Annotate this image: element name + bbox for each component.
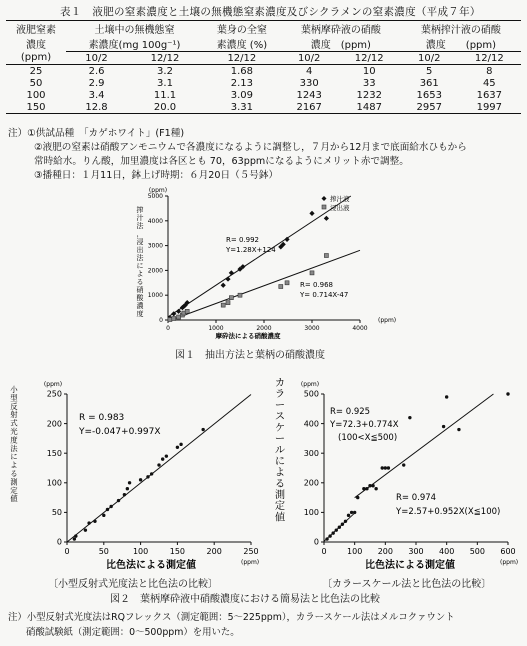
data-point — [229, 296, 233, 300]
table-cell: 8 — [486, 65, 493, 77]
table-cell: 25 — [29, 65, 43, 77]
y-tick-label: 150 — [46, 448, 62, 458]
x-unit: (ppm) — [241, 559, 260, 566]
col-header: 濃度 (ppm) — [401, 36, 521, 52]
data-point — [408, 416, 411, 419]
data-point — [457, 428, 460, 431]
data-point — [185, 309, 189, 313]
table-cell: 2.9 — [88, 77, 105, 89]
table-cell: 1653 — [416, 89, 442, 101]
data-point — [179, 443, 182, 446]
fig2-left-subcaption: 〔小型反射式光度法と比色法の比較〕 — [48, 579, 218, 590]
table-cell: 3.1 — [157, 77, 173, 89]
nitrogen-table — [6, 20, 521, 114]
data-point — [384, 466, 387, 469]
y-unit: (ppm) — [300, 381, 320, 388]
data-point — [310, 271, 314, 275]
col-header: (ppm) — [20, 52, 52, 64]
data-point — [221, 303, 225, 307]
table-cell: 1.68 — [230, 65, 253, 77]
fit-r-label: R= 0.974 — [396, 493, 437, 503]
data-point — [350, 511, 353, 514]
data-point — [442, 425, 445, 428]
fit-range: (100<X≦500) — [338, 433, 398, 443]
data-point — [123, 493, 126, 496]
x-tick-label: 250 — [243, 547, 259, 556]
data-point — [157, 463, 160, 466]
data-point — [176, 446, 179, 449]
data-point — [109, 505, 112, 508]
data-point — [87, 521, 90, 524]
table-title: 表１ 液肥の窒素濃度と土壌の無機態窒素濃度及びシクラメンの窒素濃度（平成７年） — [60, 6, 481, 18]
fit-r-label: R= 0.925 — [330, 407, 371, 417]
table-notes — [8, 127, 467, 183]
table-cell: 50 — [29, 77, 43, 89]
y-tick-label: 400 — [303, 419, 319, 429]
data-point — [353, 511, 356, 514]
data-point — [335, 528, 338, 531]
legend-label: 搾汁液 — [330, 195, 350, 203]
data-point — [229, 270, 234, 275]
fit-equation: Y= 0.714X-47 — [300, 291, 349, 299]
data-point — [324, 216, 329, 221]
x-tick-label: 2000 — [256, 325, 272, 332]
table-cell: 10 — [362, 65, 376, 77]
x-tick-label: 100 — [132, 547, 149, 556]
data-point — [356, 496, 359, 499]
table-cell: 20.0 — [153, 101, 177, 113]
sub-header: 12/12 — [474, 52, 504, 64]
sub-header: 12/12 — [227, 52, 257, 64]
col-header: 葉身の全窒 — [216, 25, 267, 36]
data-point — [106, 508, 109, 511]
legend-marker — [322, 205, 326, 209]
col-header: 素濃度 (%) — [203, 36, 281, 52]
sub-header: 10/2 — [297, 52, 321, 64]
fig1-chart — [120, 182, 397, 342]
data-point — [128, 481, 131, 484]
col-header: 濃度 — [26, 40, 46, 52]
y-tick-label: 3000 — [147, 242, 163, 250]
data-point — [338, 526, 341, 529]
data-point — [126, 487, 129, 490]
x-tick-label: 600 — [500, 547, 516, 556]
table-cell: 3.4 — [88, 89, 105, 101]
x-tick-label: 150 — [169, 547, 186, 556]
data-point — [146, 475, 149, 478]
table-row — [6, 101, 521, 114]
data-point — [150, 472, 153, 475]
footnote-line: 硝酸試験紙（測定範囲：0〜500ppm）を用いた。 — [26, 627, 240, 638]
data-point — [117, 499, 120, 502]
y-tick-label: 500 — [303, 389, 319, 399]
legend-marker — [322, 196, 327, 201]
table-cell: 2957 — [416, 101, 442, 113]
note-line: ②液肥の窒素は硝酸アンモニウムで各濃度になるように調整し，７月から12月まで底面給水ひもから — [34, 142, 467, 153]
data-point — [445, 395, 448, 398]
table-cell: 100 — [26, 89, 46, 101]
fig2-right-subcaption: 〔カラースケール法と比色法の比較〕 — [322, 579, 492, 590]
fit-equation: Y=72.3+0.774X — [330, 420, 399, 430]
y-tick-label: 0 — [313, 537, 319, 547]
fit-r-label: R= 0.992 — [226, 236, 259, 244]
table-body — [6, 65, 521, 114]
table-cell: 4 — [305, 65, 313, 77]
data-point — [102, 514, 105, 517]
y-unit: (ppm) — [43, 381, 63, 388]
fit-equation: Y=-0.047+0.997X — [79, 427, 161, 437]
table-cell: 2.6 — [88, 65, 105, 77]
col-header: 葉柄摩砕液の硝酸 — [300, 25, 381, 36]
col-header: 濃度 (ppm) — [281, 36, 401, 52]
data-point — [325, 537, 328, 540]
table-cell: 1243 — [296, 89, 322, 101]
x-tick-label: 100 — [347, 547, 363, 556]
data-point — [374, 487, 377, 490]
table-row — [6, 77, 521, 89]
fig2-caption: 図２ 葉柄摩砕液中硝酸濃度における簡易法と比色法の比較 — [110, 594, 380, 605]
data-point — [332, 531, 335, 534]
fig2-right-chart — [268, 372, 523, 572]
x-axis-label: 摩砕法による硝酸濃度 — [215, 332, 281, 340]
data-point — [161, 457, 164, 460]
x-tick-label: 50 — [98, 547, 109, 556]
x-unit: (ppm) — [378, 317, 397, 324]
y-tick-label: 0 — [159, 317, 163, 324]
data-point — [238, 293, 242, 297]
sub-header: 10/2 — [85, 52, 108, 64]
sub-header: 10/2 — [418, 52, 441, 64]
legend-label: 浸出液 — [330, 204, 350, 212]
y-tick-label: 1000 — [147, 292, 163, 300]
footnote-line: 注）小型反射式光度法はRQフレックス（測定範囲：5〜225ppm），カラースケール法はメルコクァウント — [8, 612, 455, 623]
col-header: 素濃度(mg 100g⁻¹) — [66, 36, 203, 52]
table-cell: 11.1 — [153, 89, 177, 101]
sub-header: 12/12 — [150, 52, 180, 64]
data-point — [165, 454, 168, 457]
data-point — [84, 528, 87, 531]
y-axis-label: カラースケールによる測定値 — [274, 378, 286, 524]
table-cell: 361 — [419, 77, 439, 89]
y-tick-label: 50 — [51, 508, 62, 518]
data-point — [226, 301, 230, 305]
col-header: 葉柄搾汁液の硝酸 — [420, 25, 501, 36]
data-point — [201, 428, 204, 431]
data-point — [225, 276, 230, 281]
data-point — [74, 534, 77, 537]
x-tick-label: 0 — [321, 547, 327, 556]
y-tick-label: 200 — [46, 419, 62, 429]
table-cell: 12.8 — [85, 101, 108, 113]
fig1-caption: 図１ 抽出方法と葉柄の硝酸濃度 — [175, 350, 325, 361]
y-tick-label: 250 — [46, 389, 62, 399]
x-axis-label: 比色法による測定値 — [365, 560, 455, 571]
table-cell: 330 — [299, 77, 319, 89]
fig2-left-chart — [5, 372, 270, 572]
footnote — [8, 610, 455, 640]
fit-r-label: R= 0.968 — [300, 281, 333, 289]
note-line: 常時給水。りん酸，加里濃度は各区とも 70，63ppmになるようにメリット赤で調整。 — [34, 156, 409, 167]
table-cell: 2167 — [296, 101, 322, 113]
y-axis-label: 搾汁法，浸出法による硝酸濃度 — [136, 206, 144, 318]
x-tick-label: 200 — [377, 547, 393, 556]
y-tick-label: 100 — [303, 508, 319, 518]
x-tick-label: 0 — [64, 547, 70, 556]
note-line: ③播種日：１月11日，鉢上げ時期：６月20日（５号鉢） — [34, 170, 279, 181]
y-tick-label: 300 — [303, 448, 319, 458]
sub-header: 12/12 — [354, 52, 384, 64]
x-tick-label: 3000 — [304, 325, 320, 332]
data-point — [285, 281, 289, 285]
data-point — [365, 487, 368, 490]
data-point — [344, 520, 347, 523]
data-point — [172, 317, 176, 321]
y-unit: (ppm) — [148, 187, 168, 194]
y-tick-label: 200 — [303, 478, 319, 488]
data-point — [309, 211, 314, 216]
y-tick-label: 0 — [56, 537, 62, 547]
fit-equation: Y=1.28X+124 — [226, 246, 276, 254]
col-header: 土壌中の無機態窒 — [94, 25, 175, 36]
table-cell: 1637 — [476, 89, 503, 101]
data-point — [324, 254, 328, 258]
data-point — [221, 283, 226, 288]
table-cell: 1487 — [356, 101, 382, 113]
x-tick-label: 300 — [408, 547, 424, 556]
fit-line — [355, 394, 494, 498]
data-point — [506, 392, 509, 395]
data-point — [402, 463, 405, 466]
note-line: 注）①供試品種 「カゲホワイト」(F1種) — [8, 128, 185, 139]
data-point — [347, 514, 350, 517]
y-tick-label: 5000 — [147, 193, 163, 200]
data-point — [168, 318, 172, 322]
data-point — [328, 534, 331, 537]
data-point — [381, 466, 384, 469]
x-tick-label: 500 — [469, 547, 485, 556]
x-tick-label: 400 — [439, 547, 455, 556]
data-point — [341, 523, 344, 526]
table-cell: 33 — [362, 77, 376, 89]
table-cell: 45 — [482, 77, 496, 89]
x-tick-label: 200 — [206, 547, 222, 556]
col-header: 液肥窒素 — [16, 25, 56, 36]
table-cell: 3.31 — [230, 101, 253, 113]
table-cell: 5 — [426, 65, 433, 77]
table-cell: 2.13 — [230, 77, 253, 89]
data-point — [387, 466, 390, 469]
y-tick-label: 100 — [46, 478, 62, 488]
table-cell: 1232 — [356, 89, 382, 101]
data-point — [139, 478, 142, 481]
data-point — [73, 537, 76, 540]
data-point — [177, 315, 181, 319]
data-point — [279, 285, 283, 289]
data-point — [93, 520, 96, 523]
y-axis-label: 小型反射式光度法による測定値 — [10, 385, 18, 504]
table-cell: 1997 — [476, 101, 503, 113]
x-axis-label: 比色法による測定値 — [106, 560, 196, 571]
table-cell: 150 — [26, 101, 46, 113]
x-unit: (ppm) — [500, 559, 519, 566]
y-tick-label: 4000 — [147, 217, 163, 225]
table-cell: 3.2 — [157, 65, 173, 77]
fit-equation: Y=2.57+0.952X(X≦100) — [396, 507, 501, 517]
x-tick-label: 4000 — [352, 325, 368, 332]
fit-r-label: R = 0.983 — [79, 413, 125, 423]
table-cell: 3.09 — [230, 89, 253, 101]
data-point — [371, 484, 374, 487]
data-point — [362, 487, 365, 490]
data-point — [368, 484, 371, 487]
y-tick-label: 2000 — [147, 267, 163, 275]
x-tick-label: 0 — [166, 325, 170, 332]
table-row — [6, 89, 521, 101]
x-tick-label: 1000 — [208, 325, 224, 332]
table-row — [6, 65, 521, 78]
